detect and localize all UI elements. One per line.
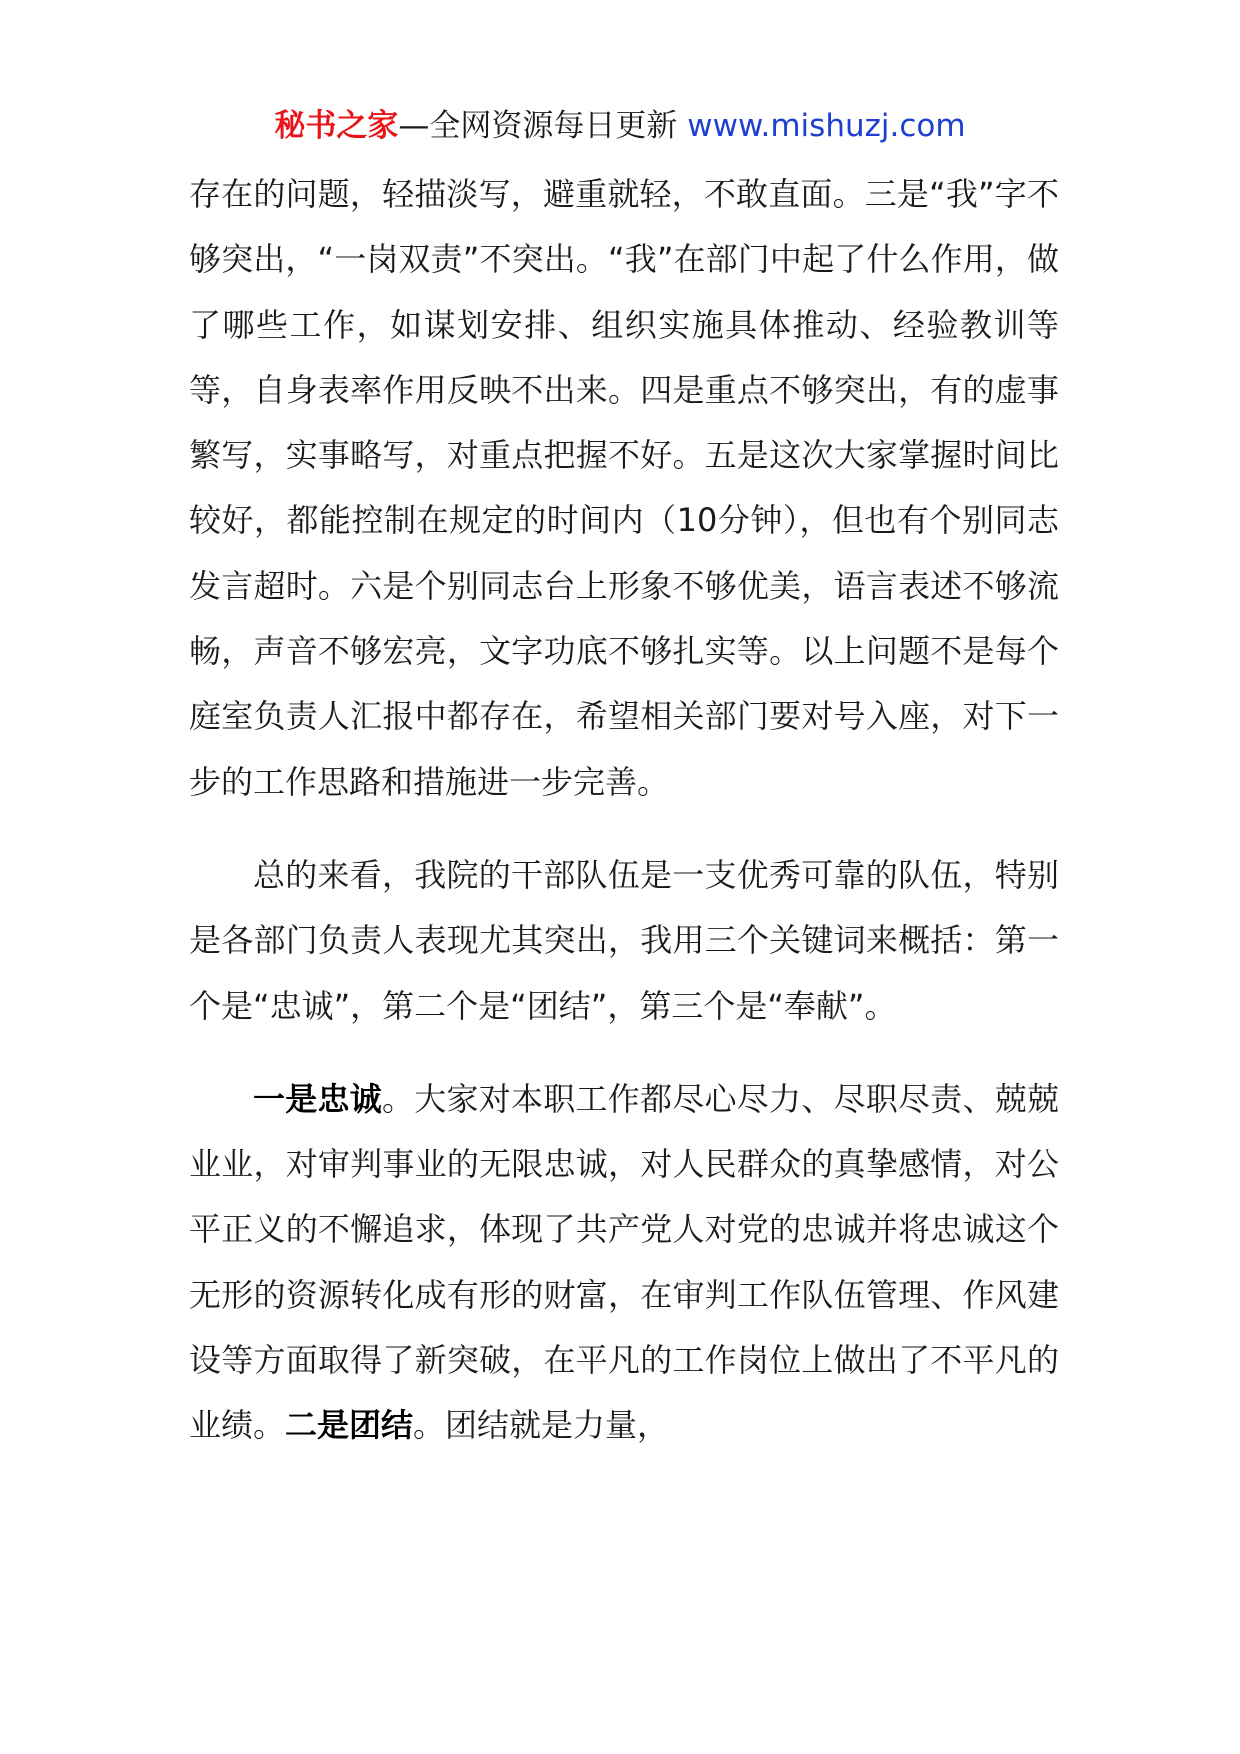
paragraph-loyalty <box>189 1067 1059 1459</box>
heading-unity: 二是团结 <box>285 1406 414 1445</box>
text-unity: 。团结就是力量， <box>413 1406 670 1445</box>
text-loyalty: 。大家对本职工作都尽心尽力、尽职尽责、兢兢业业，对审判事业的无限忠诚，对人民群众的真挚感情，对公平正义的不懈追求，体现了共产党人对党的忠诚并将忠诚这个无形的资源转化成有形的财富，在审判工作队伍管理、作风建设等方面取得了新突破，在平凡的工作岗位上做出了不平凡的业绩。 <box>189 1079 1059 1445</box>
page-header <box>0 98 1240 154</box>
header-brand: 秘书之家 <box>274 108 399 144</box>
header-url-link[interactable]: www.mishuzj.com <box>687 108 966 144</box>
header-tagline: —全网资源每日更新 <box>398 108 678 144</box>
paragraph-problems: 存在的问题，轻描淡写，避重就轻，不敢直面。三是“我”字不够突出，“一岗双责”不突出。“我”在部门中起了什么作用，做了哪些工作，如谋划安排、组织实施具体推动、经验教训等等，自身表率作用反映不出来。四是重点不够突出，有的虚事繁写，实事略写，对重点把握不好。五是这次大家掌握时间比较好，都能控制在规定的时间内（10分钟），但也有个别同志发言超时。六是个别同志台上形象不够优美，语言表述不够流畅，声音不够宏亮，文字功底不够扎实等。以上问题不是每个庭室负责人汇报中都存在，希望相关部门要对号入座，对下一步的工作思路和措施进一步完善。 <box>189 175 1059 801</box>
document-body <box>189 162 1059 1459</box>
paragraph-summary: 总的来看，我院的干部队伍是一支优秀可靠的队伍，特别是各部门负责人表现尤其突出，我用三个关键词来概括：第一个是“忠诚”，第二个是“团结”，第三个是“奉献”。 <box>189 855 1059 1025</box>
heading-loyalty: 一是忠诚 <box>253 1079 382 1118</box>
